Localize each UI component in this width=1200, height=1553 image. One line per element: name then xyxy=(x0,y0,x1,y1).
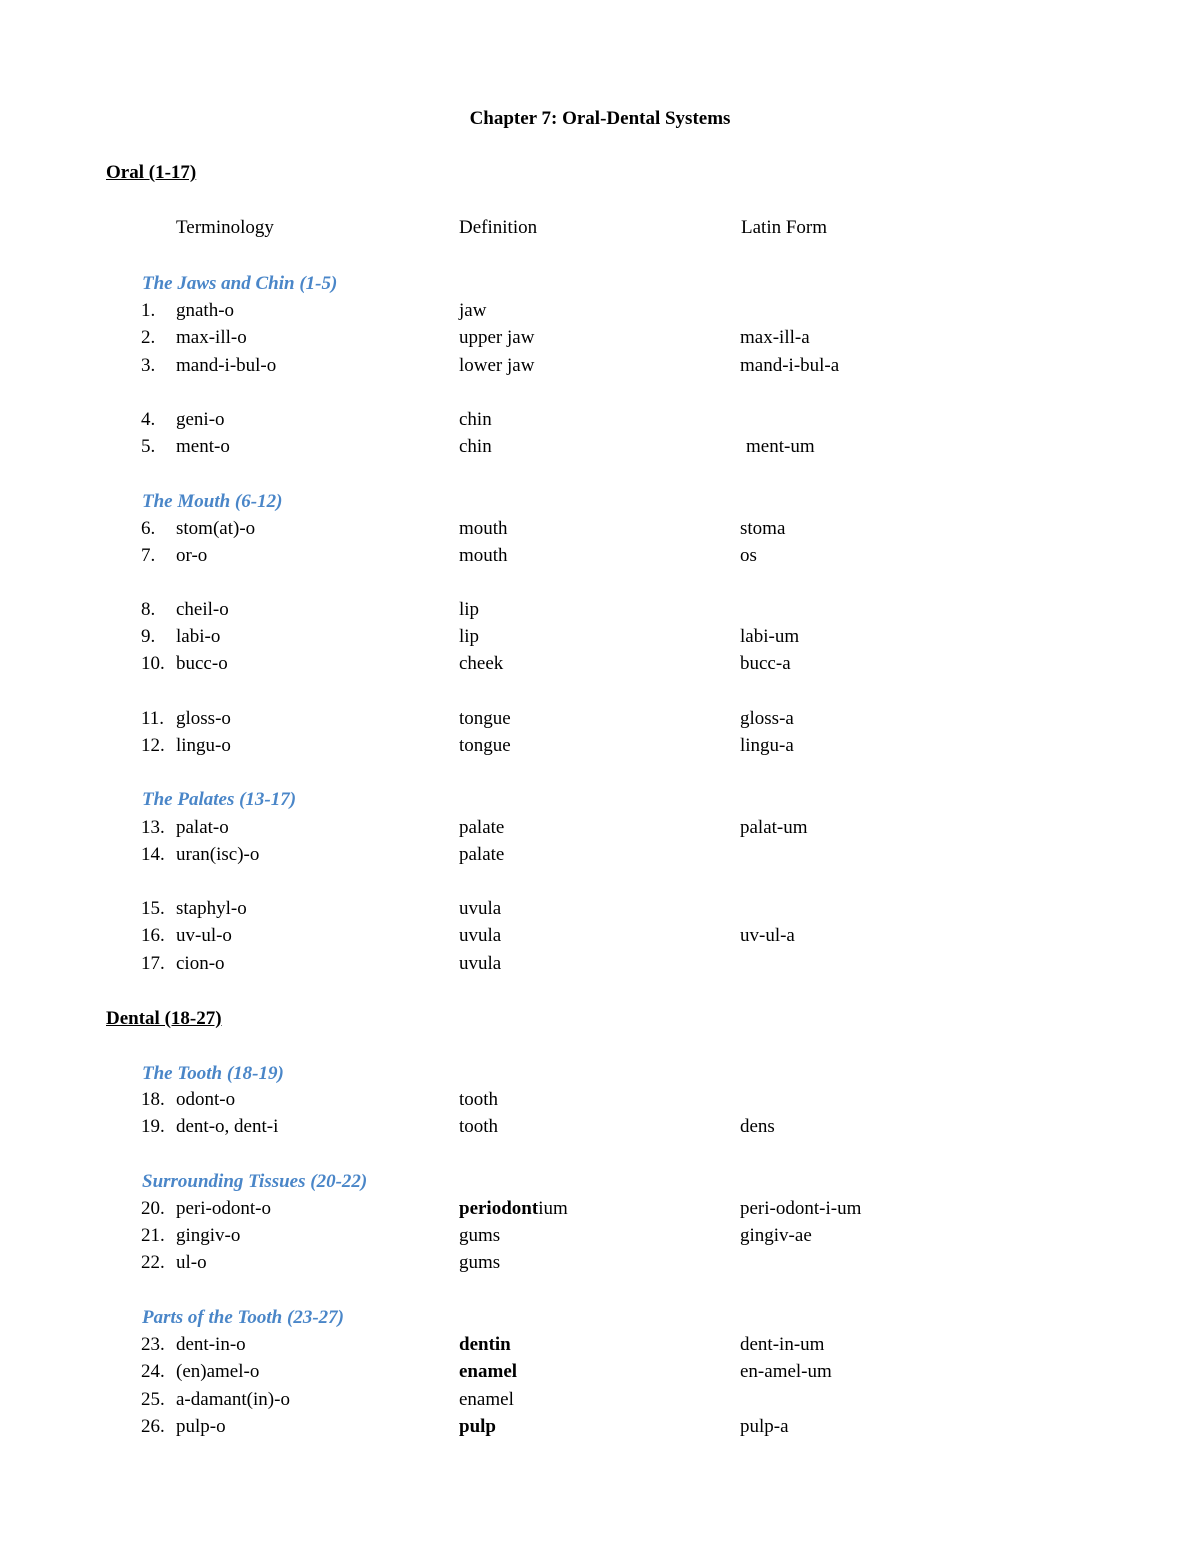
definition-plain-part: uvula xyxy=(459,898,502,919)
term-definition xyxy=(459,652,503,676)
term-row xyxy=(0,924,1200,948)
definition-plain-part: cheek xyxy=(459,653,504,674)
term-latin-form: stoma xyxy=(740,518,786,539)
term-latin-form: en-amel-um xyxy=(740,1361,832,1382)
column-headers xyxy=(0,216,1200,240)
term-text: geni-o xyxy=(176,409,225,430)
definition-plain-part: jaw xyxy=(459,300,487,321)
term-number: 21. xyxy=(141,1225,165,1246)
section-heading-oral: Oral (1-17) xyxy=(106,162,197,183)
term-definition xyxy=(459,1115,498,1139)
term-definition xyxy=(459,1224,500,1248)
term-number: 9. xyxy=(141,626,156,647)
term-latin-form: bucc-a xyxy=(740,653,791,674)
term-text: lingu-o xyxy=(176,735,231,756)
term-latin-form: max-ill-a xyxy=(740,327,810,348)
definition-plain-part: enamel xyxy=(459,1389,514,1410)
term-number: 18. xyxy=(141,1089,165,1110)
term-number: 7. xyxy=(141,545,156,566)
definition-plain-part: uvula xyxy=(459,953,502,974)
subheading-mouth: The Mouth (6-12) xyxy=(142,491,283,512)
term-row xyxy=(0,1388,1200,1412)
term-number: 6. xyxy=(141,518,156,539)
term-latin-form: dens xyxy=(740,1116,775,1137)
term-row xyxy=(0,1333,1200,1357)
term-row xyxy=(0,734,1200,758)
term-text: a-damant(in)-o xyxy=(176,1389,290,1410)
term-number: 8. xyxy=(141,599,156,620)
page-title: Chapter 7: Oral-Dental Systems xyxy=(469,108,731,129)
subheading-tooth: The Tooth (18-19) xyxy=(142,1063,284,1084)
term-text: (en)amel-o xyxy=(176,1361,260,1382)
definition-bold-part: pulp xyxy=(459,1416,496,1437)
header-definition: Definition xyxy=(459,217,538,238)
header-latin-form: Latin Form xyxy=(741,217,828,238)
definition-plain-part: lower jaw xyxy=(459,355,535,376)
term-text: peri-odont-o xyxy=(176,1198,271,1219)
term-number: 4. xyxy=(141,409,156,430)
term-text: gloss-o xyxy=(176,708,231,729)
subheading-surrounding-tissues: Surrounding Tissues (20-22) xyxy=(142,1171,368,1192)
definition-plain-part: gums xyxy=(459,1252,501,1273)
term-row xyxy=(0,326,1200,350)
term-text: max-ill-o xyxy=(176,327,247,348)
term-row xyxy=(0,435,1200,459)
term-definition xyxy=(459,299,486,323)
definition-plain-part: chin xyxy=(459,409,492,430)
subheading-jaws-chin: The Jaws and Chin (1-5) xyxy=(142,273,338,294)
section-heading-dental: Dental (18-27) xyxy=(106,1008,222,1029)
term-row xyxy=(0,897,1200,921)
term-row xyxy=(0,1251,1200,1275)
definition-plain-part: tongue xyxy=(459,735,511,756)
term-row xyxy=(0,1224,1200,1248)
term-definition xyxy=(459,952,501,976)
definition-plain-part: mouth xyxy=(459,518,508,539)
definition-bold-part: enamel xyxy=(459,1361,518,1382)
term-text: dent-o, dent-i xyxy=(176,1116,279,1137)
term-number: 11. xyxy=(141,708,165,729)
term-text: uv-ul-o xyxy=(176,925,232,946)
term-row xyxy=(0,816,1200,840)
term-number: 23. xyxy=(141,1334,165,1355)
term-text: cion-o xyxy=(176,953,225,974)
term-row xyxy=(0,707,1200,731)
term-number: 1. xyxy=(141,300,156,321)
term-definition xyxy=(459,816,504,840)
term-text: labi-o xyxy=(176,626,221,647)
term-number: 19. xyxy=(141,1116,165,1137)
term-latin-form: ment-um xyxy=(746,436,815,457)
term-text: mand-i-bul-o xyxy=(176,355,277,376)
term-number: 22. xyxy=(141,1252,165,1273)
term-number: 20. xyxy=(141,1198,165,1219)
term-text: staphyl-o xyxy=(176,898,247,919)
term-text: pulp-o xyxy=(176,1416,226,1437)
header-terminology: Terminology xyxy=(176,217,274,238)
term-latin-form: palat-um xyxy=(740,817,808,838)
term-definition xyxy=(459,707,511,731)
term-row xyxy=(0,952,1200,976)
term-latin-form: peri-odont-i-um xyxy=(740,1198,862,1219)
term-number: 5. xyxy=(141,436,156,457)
subheading-parts-of-tooth: Parts of the Tooth (23-27) xyxy=(142,1307,344,1328)
term-row xyxy=(0,843,1200,867)
definition-plain-part: mouth xyxy=(459,545,508,566)
term-row xyxy=(0,1197,1200,1221)
term-latin-form: labi-um xyxy=(740,626,800,647)
term-definition xyxy=(459,544,508,568)
term-definition xyxy=(459,1360,517,1384)
term-definition xyxy=(459,354,534,378)
term-number: 26. xyxy=(141,1416,165,1437)
term-text: uran(isc)-o xyxy=(176,844,260,865)
term-number: 25. xyxy=(141,1389,165,1410)
term-text: palat-o xyxy=(176,817,229,838)
term-latin-form: lingu-a xyxy=(740,735,794,756)
term-row xyxy=(0,408,1200,432)
term-number: 14. xyxy=(141,844,165,865)
term-definition xyxy=(459,897,501,921)
term-number: 13. xyxy=(141,817,165,838)
term-row xyxy=(0,1415,1200,1439)
term-number: 2. xyxy=(141,327,156,348)
term-number: 15. xyxy=(141,898,165,919)
term-text: gingiv-o xyxy=(176,1225,241,1246)
term-number: 10. xyxy=(141,653,165,674)
term-definition xyxy=(459,734,511,758)
term-text: stom(at)-o xyxy=(176,518,256,539)
term-row xyxy=(0,652,1200,676)
definition-bold-part: periodont xyxy=(459,1198,539,1219)
term-definition xyxy=(459,517,508,541)
term-row xyxy=(0,517,1200,541)
term-row xyxy=(0,544,1200,568)
term-number: 24. xyxy=(141,1361,165,1382)
term-latin-form: pulp-a xyxy=(740,1416,789,1437)
term-definition xyxy=(459,1251,500,1275)
term-latin-form: mand-i-bul-a xyxy=(740,355,840,376)
subheading-palates: The Palates (13-17) xyxy=(142,789,297,810)
term-definition xyxy=(459,1088,498,1112)
term-text: cheil-o xyxy=(176,599,229,620)
definition-plain-part: gums xyxy=(459,1225,501,1246)
definition-plain-part: palate xyxy=(459,817,505,838)
term-text: gnath-o xyxy=(176,300,235,321)
term-definition xyxy=(459,1197,568,1221)
term-row xyxy=(0,598,1200,622)
term-text: ment-o xyxy=(176,436,230,457)
term-text: dent-in-o xyxy=(176,1334,246,1355)
term-number: 16. xyxy=(141,925,165,946)
definition-plain-part: lip xyxy=(459,626,480,647)
definition-plain-part: lip xyxy=(459,599,480,620)
term-latin-form: gingiv-ae xyxy=(740,1225,812,1246)
term-text: bucc-o xyxy=(176,653,228,674)
term-text: ul-o xyxy=(176,1252,207,1273)
term-latin-form: dent-in-um xyxy=(740,1334,825,1355)
term-definition xyxy=(459,1333,511,1357)
definition-plain-part: upper jaw xyxy=(459,327,535,348)
term-definition xyxy=(459,843,504,867)
definition-plain-part: tooth xyxy=(459,1116,499,1137)
term-text: odont-o xyxy=(176,1089,236,1110)
term-definition xyxy=(459,435,492,459)
term-row xyxy=(0,625,1200,649)
term-number: 3. xyxy=(141,355,156,376)
term-definition xyxy=(459,625,479,649)
term-row xyxy=(0,1088,1200,1112)
term-definition xyxy=(459,924,501,948)
definition-plain-part: tooth xyxy=(459,1089,499,1110)
term-number: 17. xyxy=(141,953,165,974)
term-definition xyxy=(459,1415,496,1439)
term-row xyxy=(0,354,1200,378)
term-row xyxy=(0,299,1200,323)
term-latin-form: gloss-a xyxy=(740,708,794,729)
definition-plain-part: ium xyxy=(538,1198,568,1219)
definition-plain-part: palate xyxy=(459,844,505,865)
term-row xyxy=(0,1115,1200,1139)
definition-plain-part: tongue xyxy=(459,708,511,729)
term-latin-form: uv-ul-a xyxy=(740,925,795,946)
definition-plain-part: uvula xyxy=(459,925,502,946)
term-definition xyxy=(459,598,479,622)
term-definition xyxy=(459,408,492,432)
definition-bold-part: dentin xyxy=(459,1334,511,1355)
term-definition xyxy=(459,1388,514,1412)
term-row xyxy=(0,1360,1200,1384)
term-text: or-o xyxy=(176,545,208,566)
term-number: 12. xyxy=(141,735,165,756)
term-definition xyxy=(459,326,534,350)
definition-plain-part: chin xyxy=(459,436,492,457)
term-latin-form: os xyxy=(740,545,757,566)
